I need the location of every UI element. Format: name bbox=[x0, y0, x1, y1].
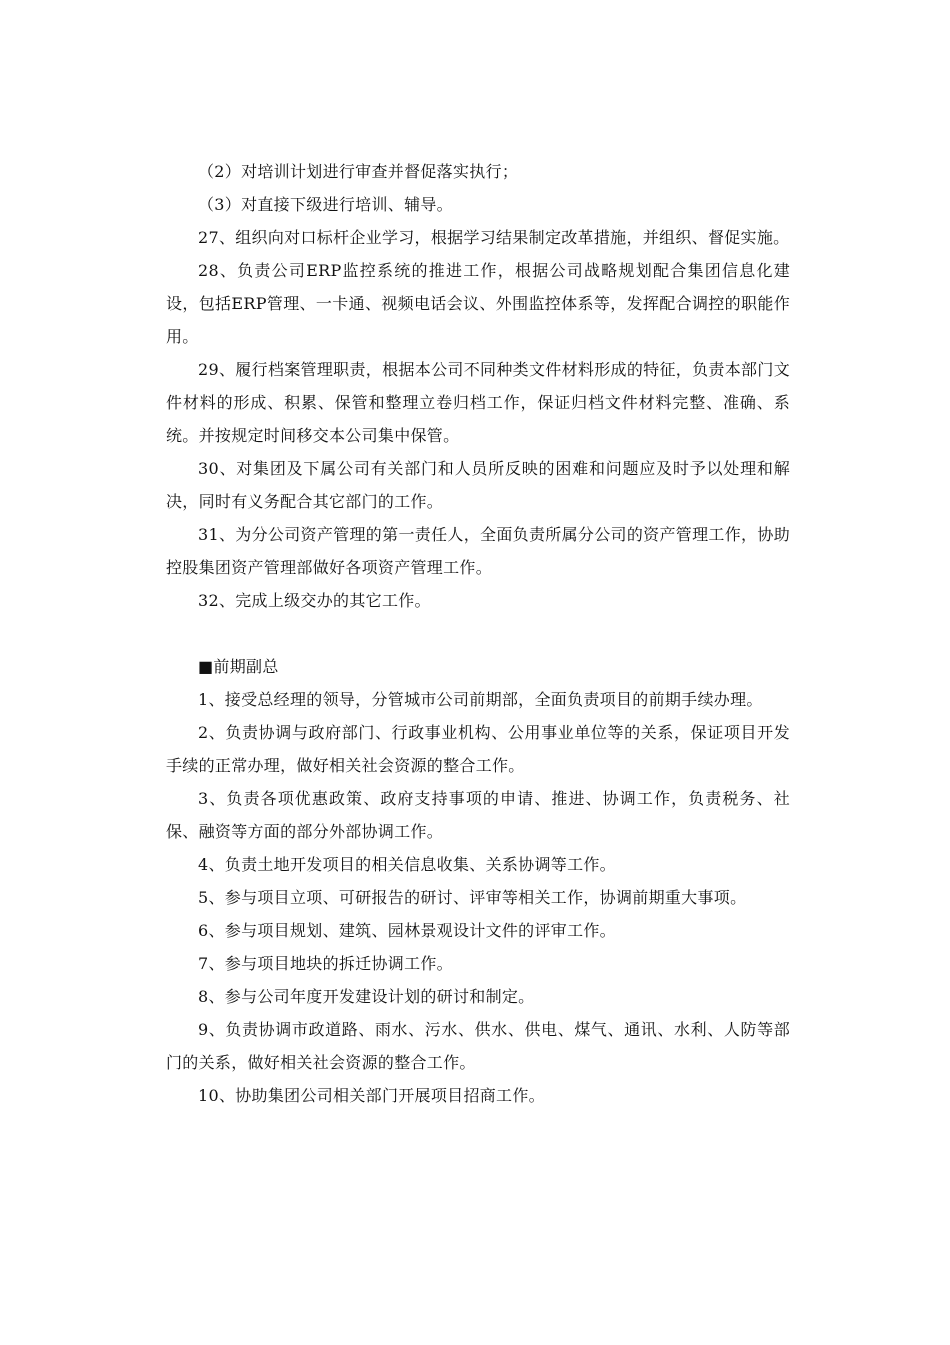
paragraph: 31、为分公司资产管理的第一责任人，全面负责所属分公司的资产管理工作，协助控股集团资产管理部做好各项资产管理工作。 bbox=[166, 525, 790, 577]
paragraph: 32、完成上级交办的其它工作。 bbox=[198, 591, 431, 610]
section-gap bbox=[166, 617, 790, 650]
paragraph: 6、参与项目规划、建筑、园林景观设计文件的评审工作。 bbox=[198, 921, 616, 940]
paragraph: 5、参与项目立项、可研报告的研讨、评审等相关工作，协调前期重大事项。 bbox=[198, 888, 747, 907]
paragraph: 30、对集团及下属公司有关部门和人员所反映的困难和问题应及时予以处理和解决，同时有义务配合其它部门的工作。 bbox=[166, 459, 790, 511]
paragraph: 7、参与项目地块的拆迁协调工作。 bbox=[198, 954, 453, 973]
paragraph: 29、履行档案管理职责，根据本公司不同种类文件材料形成的特征，负责本部门文件材料的形成、积累、保管和整理立卷归档工作，保证归档文件材料完整、准确、系统。并按规定时间移交本公司集中保管。 bbox=[166, 360, 790, 445]
paragraph: 9、负责协调市政道路、雨水、污水、供水、供电、煤气、通讯、水利、人防等部门的关系，做好相关社会资源的整合工作。 bbox=[166, 1020, 790, 1072]
paragraph: 2、负责协调与政府部门、行政事业机构、公用事业单位等的关系，保证项目开发手续的正常办理，做好相关社会资源的整合工作。 bbox=[166, 723, 790, 775]
document-body bbox=[166, 155, 790, 1112]
paragraph: 3、负责各项优惠政策、政府支持事项的申请、推进、协调工作，负责税务、社保、融资等方面的部分外部协调工作。 bbox=[166, 789, 790, 841]
paragraph: （3）对直接下级进行培训、辅导。 bbox=[198, 195, 453, 214]
paragraph: 8、参与公司年度开发建设计划的研讨和制定。 bbox=[198, 987, 535, 1006]
paragraph: 28、负责公司ERP监控系统的推进工作，根据公司战略规划配合集团信息化建设，包括ERP管理、一卡通、视频电话会议、外围监控体系等，发挥配合调控的职能作用。 bbox=[166, 261, 790, 346]
paragraph: 27、组织向对口标杆企业学习，根据学习结果制定改革措施，并组织、督促实施。 bbox=[198, 228, 790, 247]
paragraph: （2）对培训计划进行审查并督促落实执行； bbox=[198, 162, 519, 181]
section-heading: ■前期副总 bbox=[198, 657, 279, 676]
paragraph: 10、协助集团公司相关部门开展项目招商工作。 bbox=[198, 1086, 545, 1105]
paragraph: 4、负责土地开发项目的相关信息收集、关系协调等工作。 bbox=[198, 855, 616, 874]
paragraph: 1、接受总经理的领导，分管城市公司前期部，全面负责项目的前期手续办理。 bbox=[198, 690, 763, 709]
